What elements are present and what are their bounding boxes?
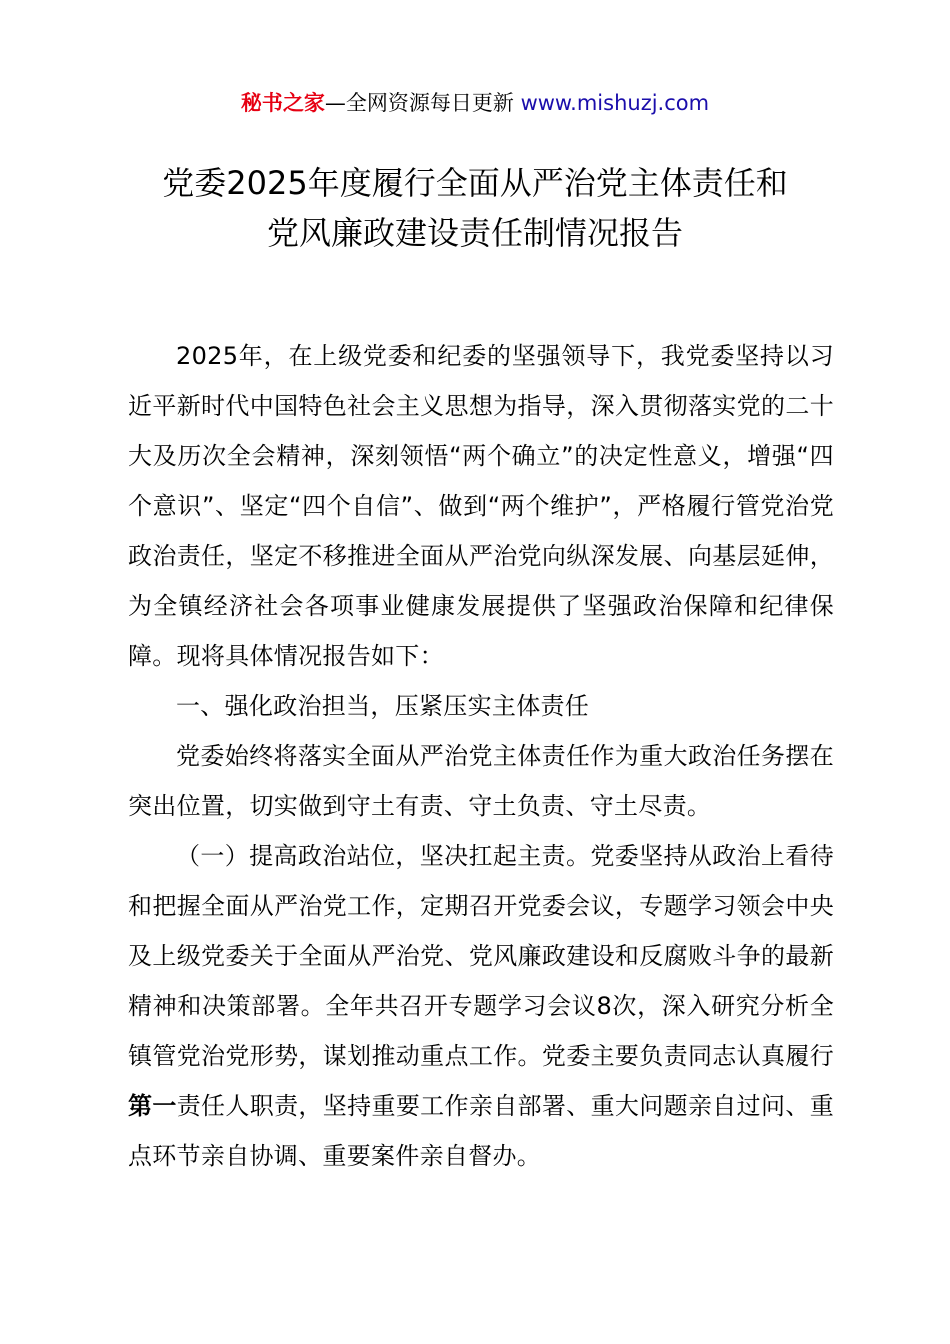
section-1-heading: 一、强化政治担当，压紧压实主体责任 (176, 692, 590, 720)
intro-paragraph: 2025年，在上级党委和纪委的坚强领导下，我党委坚持以习近平新时代中国特色社会主义思想为指导，深入贯彻落实党的二十大及历次全会精神，深刻领悟“两个确立”的决定性意义，增强“四个意识”、坚定“四个自信”、做到“两个维护”，严格履行管党治党政治责任，坚定不移推进全面从严治党向纵深发展、向基层延伸，为全镇经济社会各项事业健康发展提供了坚强政治保障和纪律保障。现将具体情况报告如下： (128, 342, 834, 670)
site-header (0, 88, 950, 118)
title-line-2: 党风廉政建设责任制情况报告 (266, 214, 683, 252)
subsection-1-paragraph (128, 831, 834, 1181)
subsection-1-text-start: （一）提高政治站位，坚决扛起主责。党委坚持从政治上看待和把握全面从严治党工作，定期召开党委会议，专题学习领会中央及上级党委关于全面从严治党、党风廉政建设和反腐败斗争的最新精神和决策部署。全年共召开专题学习会议8次，深入研究分析全镇管党治党形势，谋划推动重点工作。党委主要负责同志认真履行 (128, 842, 834, 1070)
brand-name: 秘书之家 (240, 91, 325, 115)
subsection-1-bold-text: 第一 (128, 1092, 177, 1120)
title-line-1: 党委2025年度履行全面从严治党主体责任和 (162, 164, 788, 202)
site-url-link[interactable]: www.mishuzj.com (520, 91, 710, 115)
document-title (0, 158, 950, 258)
header-slogan: —全网资源每日更新 (324, 91, 514, 115)
subsection-1-text-end: 责任人职责，坚持重要工作亲自部署、重大问题亲自过问、重点环节亲自协调、重要案件亲自督办。 (128, 1092, 834, 1170)
section-1-paragraph: 党委始终将落实全面从严治党主体责任作为重大政治任务摆在突出位置，切实做到守土有责、守土负责、守土尽责。 (128, 742, 834, 820)
document-body (128, 331, 834, 1181)
